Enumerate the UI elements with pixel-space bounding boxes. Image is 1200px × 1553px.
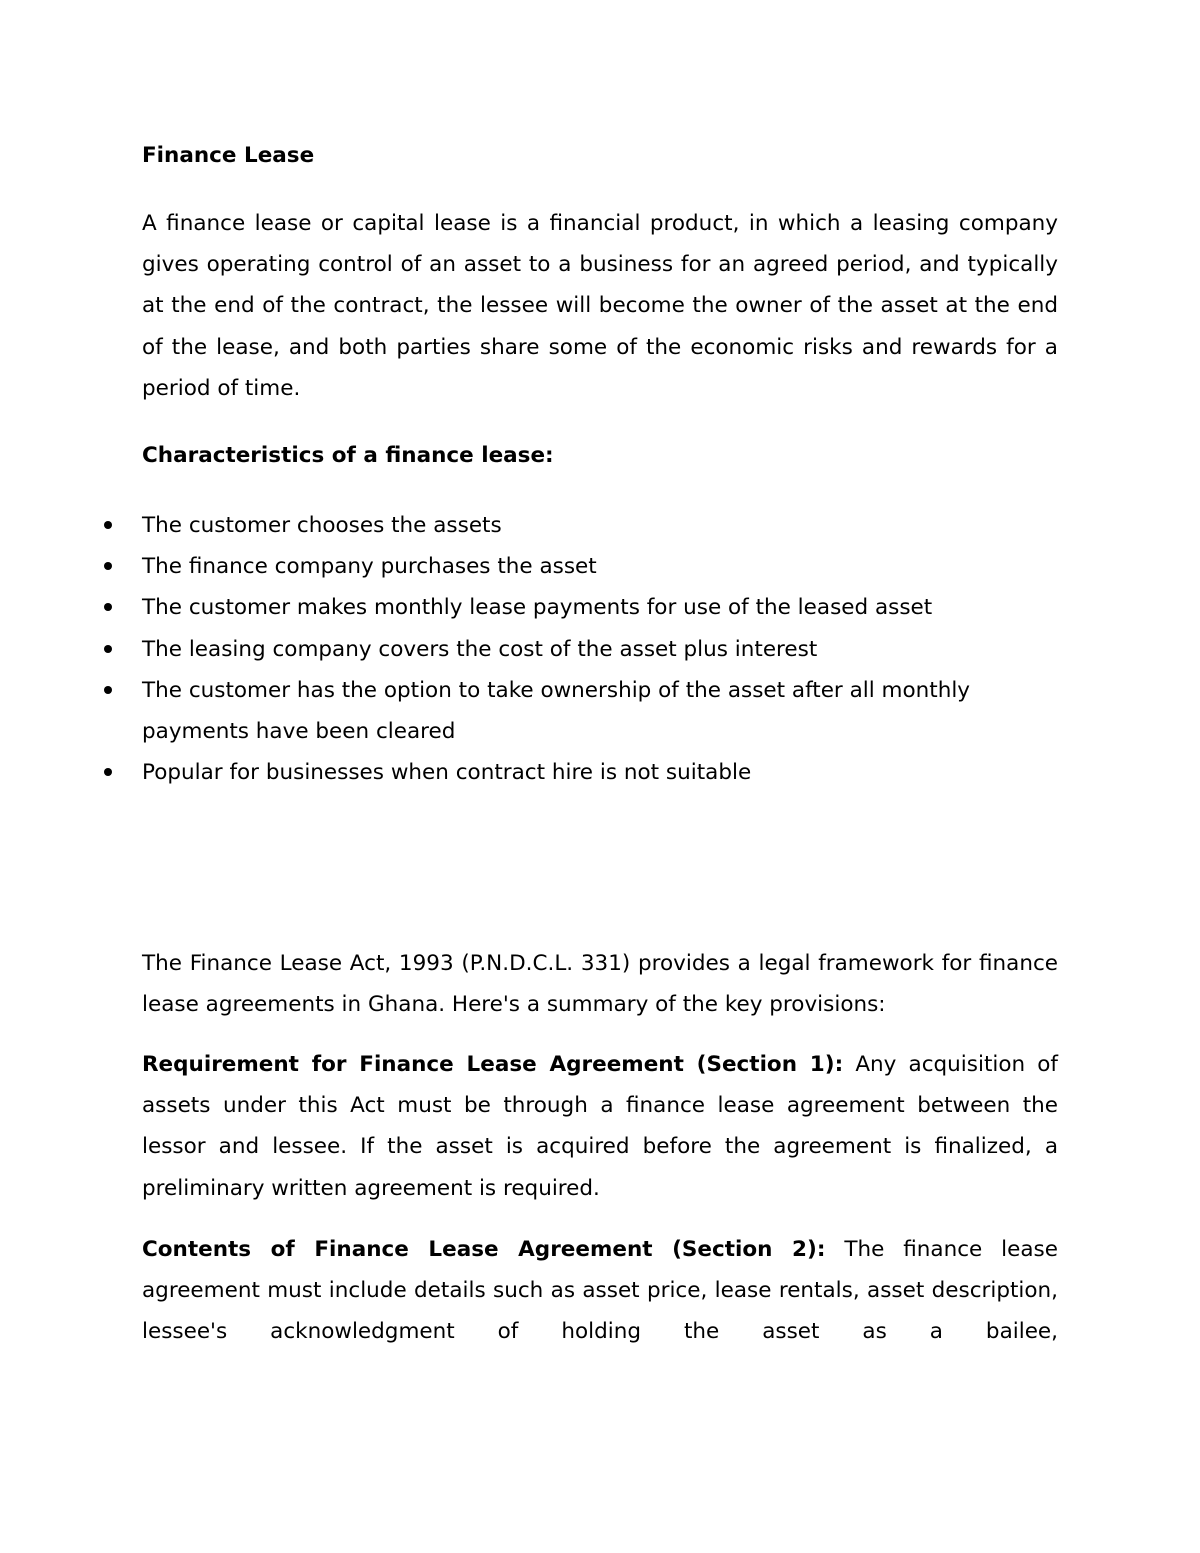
list-item-text: The customer chooses the assets: [142, 513, 502, 538]
act-summary-paragraph: The Finance Lease Act, 1993 (P.N.D.C.L. 331) provides a legal framework for finance lease agreements in Ghana. Here's a summary of the key provisions:: [142, 951, 1058, 1018]
list-item: [142, 546, 1058, 587]
list-item: [142, 629, 1058, 670]
intro-paragraph: A finance lease or capital lease is a financial product, in which a leasing company gives operating control of an asset to a business for an agreed period, and typically at the end of the contract, the lessee will become the owner of the asset at the end of the lease, and both parties share some of the economic risks and rewards for a period of time.: [142, 211, 1058, 401]
bullet-icon: [104, 521, 112, 529]
bullet-icon: [104, 562, 112, 570]
section-1-paragraph: [142, 1044, 1058, 1209]
list-item: [142, 670, 1058, 752]
list-item: [142, 587, 1058, 628]
characteristics-list: [142, 505, 1058, 793]
bullet-icon: [104, 603, 112, 611]
list-item-text: The customer has the option to take ownership of the asset after all monthly payments have been cleared: [142, 677, 971, 745]
list-item-text: Popular for businesses when contract hire is not suitable: [142, 760, 752, 786]
list-item: [142, 505, 1058, 546]
section-1-heading: Requirement for Finance Lease Agreement (Section 1):: [142, 1052, 844, 1077]
section-2-text: The finance lease agreement must include details such as asset price, lease rentals, asset description, lessee's acknowledgment of holding the asset as a bailee,: [142, 1237, 1058, 1345]
document-title: Finance Lease: [142, 143, 315, 168]
list-item-text: The leasing company covers the cost of the asset plus interest: [142, 636, 818, 662]
characteristics-heading: Characteristics of a finance lease:: [142, 443, 554, 468]
bullet-icon: [104, 768, 112, 776]
bullet-icon: [104, 686, 112, 694]
section-1-text: Any acquisition of assets under this Act must be through a finance lease agreement between the lessor and lessee. If the asset is acquired before the agreement is finalized, a preliminary written agreement is required.: [142, 1052, 1058, 1201]
list-item-text: The customer makes monthly lease payments for use of the leased asset: [142, 595, 933, 621]
list-item-text: The finance company purchases the asset: [142, 554, 597, 580]
section-2-paragraph: [142, 1229, 1058, 1353]
bullet-icon: [104, 645, 112, 653]
section-2-heading: Contents of Finance Lease Agreement (Section 2):: [142, 1237, 826, 1262]
list-item: [142, 752, 1058, 793]
